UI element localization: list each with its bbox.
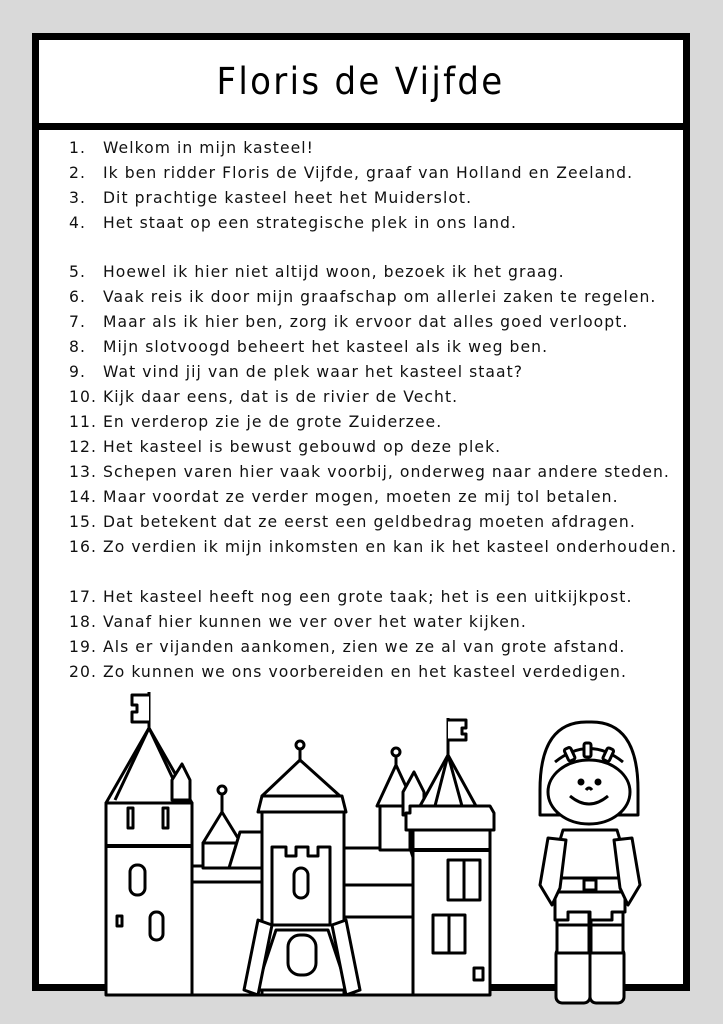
sentence-number: 15. (69, 513, 97, 531)
sentence-text: Het kasteel heeft nog een grote taak; het is een uitkijkpost. (103, 588, 633, 606)
sentence-number: 9. (69, 363, 86, 381)
sentence-text: Ik ben ridder Floris de Vijfde, graaf van Holland en Zeeland. (103, 164, 634, 182)
sentence-number: 17. (69, 588, 97, 606)
sentence-number: 18. (69, 613, 97, 631)
sentence-text: Kijk daar eens, dat is de rivier de Vecht. (103, 388, 459, 406)
sentence-text: Het kasteel is bewust gebouwd op deze plek. (103, 438, 502, 456)
sentence-number: 19. (69, 638, 97, 656)
sentence-number: 16. (69, 538, 97, 556)
sentence-text: Dit prachtige kasteel heet het Muiderslot. (103, 189, 473, 207)
sentence-number: 11. (69, 413, 97, 431)
title-box (39, 40, 683, 130)
sentence-number: 20. (69, 663, 97, 681)
page-title: Floris de Vijfde (216, 60, 506, 103)
sentence-text: Dat betekent dat ze eerst een geldbedrag moeten afdragen. (103, 513, 636, 531)
sentence-text: Hoewel ik hier niet altijd woon, bezoek ik het graag. (103, 263, 565, 281)
sentence-number: 13. (69, 463, 97, 481)
sentence-number: 10. (69, 388, 97, 406)
sentence-number: 4. (69, 214, 86, 232)
sentence-text: Maar voordat ze verder mogen, moeten ze mij tol betalen. (103, 488, 619, 506)
sentence-text: Mijn slotvoogd beheert het kasteel als ik weg ben. (103, 338, 549, 356)
sentence-number: 8. (69, 338, 86, 356)
sentence-number: 5. (69, 263, 86, 281)
sentence-number: 14. (69, 488, 97, 506)
sentence-text: Schepen varen hier vaak voorbij, onderweg naar andere steden. (103, 463, 670, 481)
sentence-text: Wat vind jij van de plek waar het kasteel staat? (103, 363, 524, 381)
sentence-text: Zo kunnen we ons voorbereiden en het kasteel verdedigen. (103, 663, 627, 681)
sentence-number: 1. (69, 139, 86, 157)
sentence-number: 2. (69, 164, 86, 182)
sentence-text: Zo verdien ik mijn inkomsten en kan ik het kasteel onderhouden. (103, 538, 678, 556)
sentence-text: Maar als ik hier ben, zorg ik ervoor dat alles goed verloopt. (103, 313, 629, 331)
sentence-text: Het staat op een strategische plek in ons land. (103, 214, 517, 232)
sentence-text: Vaak reis ik door mijn graafschap om allerlei zaken te regelen. (103, 288, 657, 306)
sentence-number: 6. (69, 288, 86, 306)
sentence-text: Als er vijanden aankomen, zien we ze al van grote afstand. (103, 638, 626, 656)
sentence-text: En verderop zie je de grote Zuiderzee. (103, 413, 443, 431)
sentence-number: 12. (69, 438, 97, 456)
sentence-text: Vanaf hier kunnen we ver over het water kijken. (103, 613, 527, 631)
sentence-text: Welkom in mijn kasteel! (103, 139, 314, 157)
sentence-number: 3. (69, 189, 86, 207)
worksheet-frame (32, 33, 690, 991)
sentence-number: 7. (69, 313, 86, 331)
